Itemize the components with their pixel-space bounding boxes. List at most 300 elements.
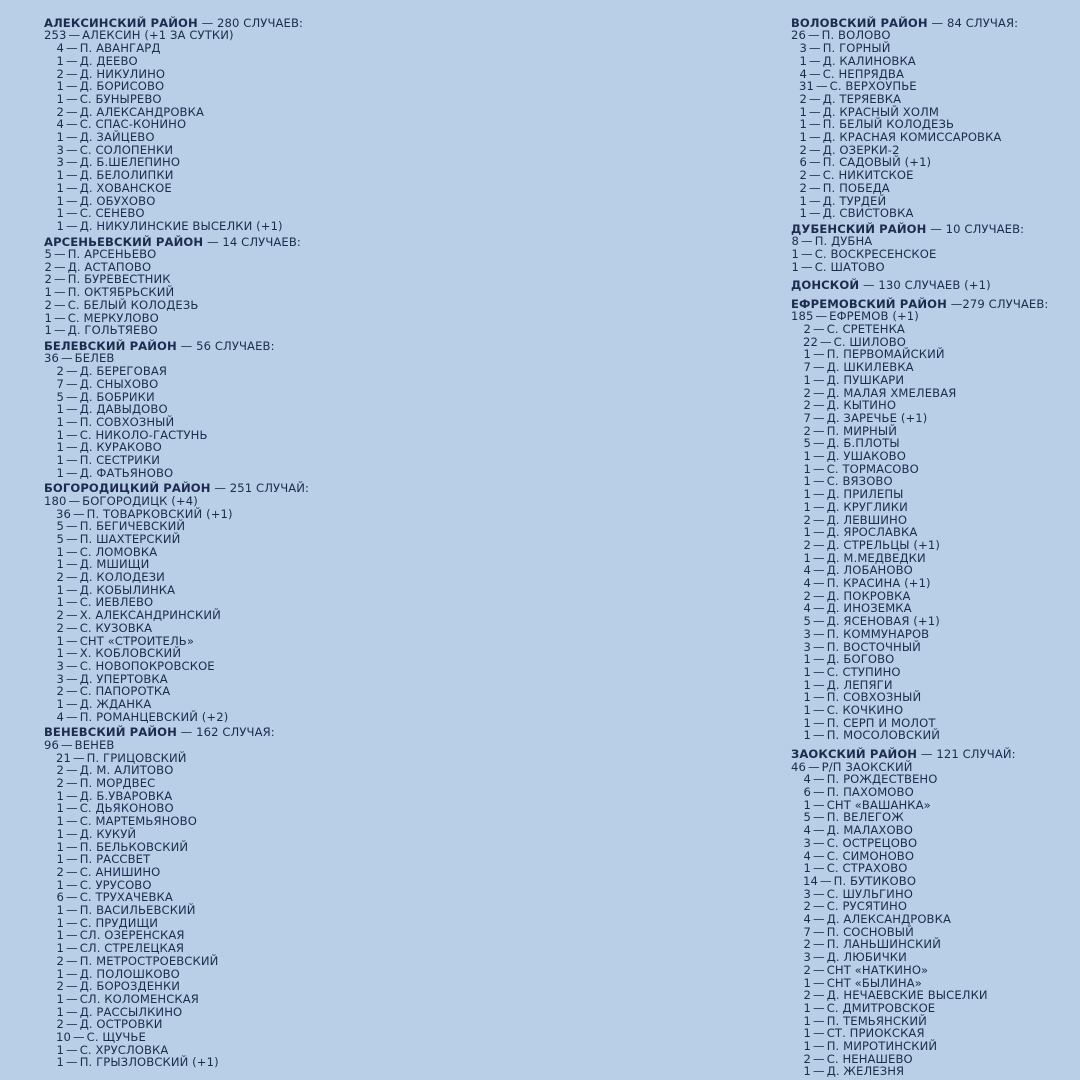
dash-separator: — [813, 810, 825, 825]
locality-name: Д. МАЛАЯ ХМЕЛЕВАЯ [826, 385, 957, 400]
locality-name: Д. БОБРИКИ [79, 389, 155, 404]
dash-separator: — [813, 321, 825, 336]
locality-case-count: 1 [56, 839, 64, 854]
locality-case-count: 1 [56, 941, 64, 956]
locality-case-count: 180 [44, 493, 67, 508]
locality-name: Д. МШИЩИ [79, 557, 150, 572]
dash-separator: — [813, 728, 825, 743]
dash-separator: — [801, 247, 813, 262]
dash-separator: — [66, 941, 78, 956]
dash-separator: — [813, 886, 825, 901]
locality-case-count: 2 [56, 864, 64, 879]
locality-case-count: 1 [56, 852, 64, 867]
dash-separator: — [813, 823, 825, 838]
locality-case-count: 4 [803, 601, 811, 616]
locality-name: Д. КОБЫЛИНКА [79, 582, 176, 597]
locality-name: Д. КРАСНЫЙ ХОЛМ [822, 104, 939, 119]
locality-name: Д. ПРИЛЕПЫ [826, 487, 904, 502]
dash-separator: — [813, 797, 825, 812]
locality-name: Д. ШКИЛЕВКА [826, 360, 914, 375]
locality-name: Д. ОСТРОВКИ [79, 1017, 163, 1032]
locality-case-count: 1 [56, 91, 64, 106]
locality-case-count: 1 [56, 168, 64, 183]
locality-case-count: 2 [56, 1017, 64, 1032]
locality-name: С. ЛОМОВКА [79, 544, 158, 559]
dash-separator: — [813, 1000, 825, 1015]
dash-separator: — [809, 91, 821, 106]
locality-name: П. ПЕРВОМАЙСКИЙ [826, 347, 945, 362]
locality-name: Д. ПУШКАРИ [826, 372, 905, 387]
locality-name: СЛ. КОЛОМЕНСКАЯ [79, 991, 199, 1006]
dash-separator: — [54, 259, 66, 274]
dash-separator: — [66, 440, 78, 455]
locality-case-count: 1 [803, 1000, 811, 1015]
locality-name: С. СТУПИНО [826, 664, 901, 679]
locality-name: П. МИРНЫЙ [826, 423, 897, 438]
locality-case-count: 3 [56, 142, 64, 157]
locality-case-count: 1 [56, 440, 64, 455]
dash-separator: — [813, 550, 825, 565]
locality-name: Д. АСТАПОВО [67, 259, 152, 274]
locality-name: Х. АЛЕКСАНДРИНСКИЙ [79, 608, 221, 623]
locality-name: П. ТОВАРКОВСКИЙ (+1) [86, 506, 233, 521]
locality-name: П. АВАНГАРД [79, 41, 161, 56]
dash-separator: — [66, 966, 78, 981]
locality-case-count: 1 [803, 1039, 811, 1054]
locality-name: С. ШУЛЬГИНО [826, 886, 913, 901]
locality-row [791, 261, 1076, 274]
locality-name: С. НЕПРЯДВА [822, 66, 905, 81]
locality-name: Д. КЫТИНО [826, 398, 897, 413]
dash-separator: — [813, 1039, 825, 1054]
dash-separator: — [54, 272, 66, 287]
locality-name: Д. БЕЛОЛИПКИ [79, 168, 174, 183]
locality-case-count: 185 [791, 309, 814, 324]
dash-separator: — [66, 41, 78, 56]
dash-separator: — [813, 835, 825, 850]
locality-name: С. ДМИТРОВСКОЕ [826, 1000, 936, 1015]
locality-case-count: 1 [799, 206, 807, 221]
dash-separator: — [66, 877, 78, 892]
dash-separator: — [66, 117, 78, 132]
district-name: ДУБЕНСКИЙ РАЙОН [791, 221, 927, 236]
locality-name: Д. ЖЕЛЕЗНЯ [826, 1064, 905, 1079]
dash-separator: — [801, 259, 813, 274]
dash-separator: — [66, 557, 78, 572]
dash-separator: — [815, 309, 828, 324]
district-case-count: — 280 СЛУЧАЕВ: [201, 16, 304, 30]
locality-name: Д. ПОКРОВКА [826, 588, 911, 603]
locality-case-count: 2 [803, 321, 811, 336]
dash-separator: — [66, 839, 78, 854]
locality-case-count: 1 [803, 1064, 811, 1079]
locality-case-count: 1 [44, 323, 52, 338]
locality-case-count: 4 [56, 709, 64, 724]
locality-case-count: 1 [803, 550, 811, 565]
locality-name: С. НИКОЛО-ГАСТУНЬ [79, 427, 208, 442]
locality-case-count: 2 [56, 776, 64, 790]
locality-case-count: 4 [803, 576, 811, 591]
dash-separator: — [813, 499, 825, 514]
dash-separator: — [809, 142, 821, 157]
locality-case-count: 2 [44, 297, 52, 312]
locality-case-count: 1 [803, 499, 811, 514]
district-case-count: —279 СЛУЧАЕВ: [950, 296, 1049, 311]
locality-name: С. ПАПОРОТКА [79, 684, 171, 699]
dash-separator: — [813, 360, 825, 375]
locality-name: Д. Б.ПЛОТЫ [826, 436, 900, 451]
dash-separator: — [813, 690, 825, 705]
dash-separator: — [66, 697, 78, 712]
dash-separator: — [66, 519, 78, 534]
locality-case-count: 2 [56, 104, 64, 119]
locality-case-count: 253 [44, 28, 67, 43]
locality-name: П. ВЕЛЕГОЖ [826, 810, 904, 825]
dash-separator: — [68, 493, 81, 508]
dash-separator: — [66, 168, 78, 183]
locality-case-count: 26 [791, 28, 806, 43]
locality-name: Д. ТЕРЯЕВКА [822, 91, 902, 106]
locality-row [791, 729, 1076, 742]
locality-case-count: 36 [56, 506, 71, 521]
locality-name: С. ВОСКРЕСЕНСКОЕ [814, 247, 937, 262]
dash-separator: — [54, 310, 66, 325]
dash-separator: — [66, 633, 78, 648]
dash-separator: — [66, 903, 78, 918]
locality-name: П. ГРИЦОВСКИЙ [86, 750, 187, 765]
dash-separator: — [809, 41, 821, 56]
locality-case-count: 2 [56, 684, 64, 699]
locality-name: П. САДОВЫЙ (+1) [822, 155, 932, 170]
dash-separator: — [66, 53, 78, 68]
locality-name: С. РУСЯТИНО [826, 899, 908, 914]
dash-separator: — [66, 91, 78, 106]
district-name: ЗАОКСКИЙ РАЙОН [791, 747, 918, 762]
locality-row [44, 220, 544, 233]
locality-case-count: 8 [791, 234, 799, 249]
locality-case-count: 1 [803, 474, 811, 489]
locality-case-count: 2 [803, 1051, 811, 1066]
dash-separator: — [66, 928, 78, 943]
dash-separator: — [813, 461, 825, 476]
locality-name: Р/П ЗАОКСКИЙ [821, 759, 913, 774]
locality-name: С. НОВОПОКРОВСКОЕ [79, 658, 215, 673]
dash-separator: — [813, 848, 825, 863]
locality-name: СЛ. ОЗЕРЕНСКАЯ [79, 928, 185, 943]
dash-separator: — [66, 206, 78, 221]
locality-name: П. ОКТЯБРЬСКИЙ [67, 285, 175, 300]
dash-separator: — [66, 1017, 78, 1032]
locality-case-count: 4 [803, 772, 811, 787]
locality-case-count: 3 [803, 626, 811, 641]
district-case-count: — 14 СЛУЧАЕВ: [206, 234, 301, 249]
locality-case-count: 1 [799, 193, 807, 208]
locality-name: П. БЕГИЧЕВСКИЙ [79, 519, 186, 534]
locality-row [791, 1065, 1076, 1078]
dash-separator: — [813, 677, 825, 692]
locality-case-count: 14 [803, 873, 818, 888]
dash-separator: — [813, 1013, 825, 1028]
locality-name: Д. НЕЧАЕВСКИЕ ВЫСЕЛКИ [826, 988, 988, 1003]
locality-name: Д. СНЫХОВО [79, 376, 159, 391]
locality-case-count: 1 [56, 903, 64, 918]
locality-name: С. ПРУДИЩИ [79, 915, 159, 930]
locality-case-count: 1 [791, 259, 799, 274]
locality-case-count: 1 [56, 218, 64, 233]
locality-name: С. ИЕВЛЕВО [79, 595, 154, 610]
locality-name: П. СОСНОВЫЙ [826, 924, 914, 939]
locality-case-count: 2 [56, 979, 64, 994]
locality-name: С. ХРУСЛОВКА [79, 1042, 169, 1057]
dash-separator: — [813, 785, 825, 799]
dash-separator: — [60, 737, 73, 752]
locality-case-count: 1 [803, 677, 811, 692]
locality-case-count: 1 [56, 402, 64, 417]
locality-name: П. ГОРНЫЙ [822, 41, 891, 56]
dash-separator: — [72, 1030, 85, 1045]
dash-separator: — [813, 398, 825, 413]
dash-separator: — [813, 601, 825, 616]
dash-separator: — [66, 646, 78, 661]
locality-case-count: 1 [803, 861, 811, 876]
dash-separator: — [66, 852, 78, 867]
locality-row [791, 207, 1076, 220]
district-bogoroditsk [44, 482, 544, 723]
left-column [44, 14, 544, 1069]
locality-name: Д. БОРОЗДЕНКИ [79, 979, 181, 994]
locality-case-count: 1 [799, 117, 807, 132]
dash-separator: — [809, 130, 821, 145]
locality-case-count: 7 [56, 376, 64, 391]
dash-separator: — [66, 180, 78, 195]
district-case-count: — 130 СЛУЧАЕВ (+1) [862, 278, 991, 293]
dash-separator: — [813, 512, 825, 527]
locality-name: Д. ЛОБАНОВО [826, 563, 913, 578]
dash-separator: — [813, 474, 825, 489]
dash-separator: — [807, 759, 820, 774]
locality-case-count: 4 [803, 563, 811, 578]
locality-name: Д. КРАСНАЯ КОМИССАРОВКА [822, 130, 1002, 145]
dash-separator: — [66, 218, 78, 233]
locality-case-count: 4 [803, 823, 811, 838]
locality-name: Д. УШАКОВО [826, 449, 906, 464]
dash-separator: — [813, 410, 825, 425]
locality-case-count: 1 [56, 826, 64, 841]
locality-case-count: 46 [791, 759, 806, 774]
dash-separator: — [809, 168, 821, 183]
locality-case-count: 1 [56, 1004, 64, 1019]
dash-separator: — [813, 626, 825, 641]
locality-name: П. СОВХОЗНЫЙ [79, 414, 175, 429]
locality-case-count: 3 [803, 639, 811, 654]
locality-name: СТ. ПРИОКСКАЯ [826, 1026, 925, 1041]
locality-name: С. ДЬЯКОНОВО [79, 801, 174, 816]
locality-name: Д. ЯРОСЛАВКА [826, 525, 918, 540]
locality-case-count: 1 [56, 915, 64, 930]
locality-name: С. МАРТЕМЬЯНОВО [79, 814, 197, 829]
dash-separator: — [66, 979, 78, 994]
dash-separator: — [66, 79, 78, 94]
locality-case-count: 2 [803, 423, 811, 438]
locality-name: П. АРСЕНЬЕВО [67, 247, 157, 262]
dash-separator: — [66, 389, 78, 404]
locality-name: Д. БОГОВО [826, 652, 895, 667]
locality-case-count: 1 [56, 453, 64, 468]
locality-name: Д. СТРЕЛЬЦЫ (+1) [826, 537, 940, 552]
dash-separator: — [66, 620, 78, 635]
locality-name: АЛЕКСИН (+1 ЗА СУТКИ) [82, 28, 234, 43]
district-donskoy [791, 279, 1076, 291]
locality-name: С. СЕНЕВО [79, 206, 145, 221]
locality-case-count: 1 [803, 372, 811, 387]
locality-case-count: 1 [56, 877, 64, 892]
locality-name: БЕЛЕВ [74, 351, 115, 366]
dash-separator: — [72, 506, 85, 521]
locality-name: Д. СВИСТОВКА [822, 206, 914, 221]
locality-name: С. ТОРМАСОВО [826, 461, 919, 476]
dash-separator: — [66, 402, 78, 417]
dash-separator: — [54, 285, 66, 300]
locality-name: П. БЕЛЫЙ КОЛОДЕЗЬ [822, 117, 955, 132]
right-column [791, 14, 1076, 1078]
locality-case-count: 1 [803, 975, 811, 990]
locality-name: Д. ХОВАНСКОЕ [79, 180, 172, 195]
locality-name: Д. МАЛАХОВО [826, 823, 913, 838]
district-name: БЕЛЕВСКИЙ РАЙОН [44, 338, 177, 353]
locality-name: С. ТРУХАЧЕВКА [79, 890, 173, 905]
locality-name: СНТ «БЫЛИНА» [826, 975, 922, 990]
dash-separator: — [66, 915, 78, 930]
dash-separator: — [813, 664, 825, 679]
locality-name: П. МОСОЛОВСКИЙ [826, 728, 941, 743]
dash-separator: — [813, 988, 825, 1003]
dash-separator: — [813, 563, 825, 578]
locality-case-count: 1 [56, 582, 64, 597]
locality-name: Д. ДАВЫДОВО [79, 402, 168, 417]
locality-case-count: 1 [56, 991, 64, 1006]
locality-name: С. ШАТОВО [814, 259, 885, 274]
locality-case-count: 1 [791, 247, 799, 262]
dash-separator: — [813, 861, 825, 876]
locality-name: П. СОВХОЗНЫЙ [826, 690, 922, 705]
locality-row [44, 467, 544, 480]
locality-name: П. МОРДВЕС [79, 776, 156, 790]
district-zaoksky [791, 748, 1076, 1078]
locality-name: СНТ «НАТКИНО» [826, 962, 929, 977]
dash-separator: — [66, 608, 78, 623]
locality-case-count: 1 [56, 1042, 64, 1057]
locality-name: П. ПОБЕДА [822, 180, 890, 195]
locality-case-count: 1 [56, 130, 64, 145]
locality-case-count: 2 [803, 988, 811, 1003]
locality-name: С. ШИЛОВО [833, 334, 907, 349]
locality-name: П. МИРОТИНСКИЙ [826, 1039, 938, 1054]
locality-name: Д. КАЛИНОВКА [822, 53, 916, 68]
dash-separator: — [66, 193, 78, 208]
locality-case-count: 4 [803, 912, 811, 927]
dash-separator: — [813, 436, 825, 451]
locality-name: СНТ «ВАШАНКА» [826, 797, 931, 812]
dash-separator: — [813, 525, 825, 540]
dash-separator: — [809, 104, 821, 119]
locality-case-count: 1 [56, 966, 64, 981]
locality-case-count: 1 [56, 595, 64, 610]
dash-separator: — [813, 912, 825, 927]
district-name: ДОНСКОЙ [791, 278, 860, 293]
locality-name: Д. АЛЕКСАНДРОВКА [79, 104, 204, 119]
district-case-count: — 56 СЛУЧАЕВ: [180, 338, 275, 353]
locality-case-count: 5 [44, 247, 52, 262]
locality-name: ЕФРЕМОВ (+1) [829, 309, 919, 324]
dash-separator: — [66, 376, 78, 391]
locality-case-count: 3 [803, 950, 811, 965]
dash-separator: — [813, 924, 825, 939]
locality-case-count: 1 [56, 557, 64, 572]
locality-case-count: 3 [56, 155, 64, 170]
locality-name: Д. ОЗЕРКИ-2 [822, 142, 900, 157]
dash-separator: — [819, 334, 832, 349]
locality-case-count: 7 [803, 410, 811, 425]
locality-case-count: 1 [803, 525, 811, 540]
dash-separator: — [809, 193, 821, 208]
locality-case-count: 1 [799, 53, 807, 68]
locality-case-count: 1 [803, 1013, 811, 1028]
locality-case-count: 4 [799, 66, 807, 81]
locality-name: Д. БЕРЕГОВАЯ [79, 364, 168, 379]
dash-separator: — [54, 247, 66, 262]
dash-separator: — [813, 1064, 825, 1079]
locality-case-count: 2 [56, 763, 64, 778]
locality-case-count: 2 [803, 962, 811, 977]
dash-separator: — [72, 750, 85, 765]
locality-name: Д. ЖДАНКА [79, 697, 152, 712]
locality-case-count: 2 [56, 620, 64, 635]
locality-name: Д. ТУРДЕЙ [822, 193, 887, 208]
locality-case-count: 3 [803, 886, 811, 901]
locality-name: Д. НИКУЛИНСКИЕ ВЫСЕЛКИ (+1) [79, 218, 283, 233]
locality-name: П. СЕРП И МОЛОТ [826, 715, 936, 730]
locality-name: С. СРЕТЕНКА [826, 321, 905, 336]
locality-case-count: 2 [803, 899, 811, 914]
locality-name: С. БУНЫРЕВО [79, 91, 162, 106]
dash-separator: — [66, 531, 78, 546]
dash-separator: — [819, 873, 832, 888]
dash-separator: — [66, 814, 78, 829]
locality-name: Д. АЛЕКСАНДРОВКА [826, 912, 951, 927]
locality-case-count: 1 [56, 465, 64, 480]
locality-case-count: 2 [803, 937, 811, 952]
locality-case-count: 6 [799, 155, 807, 170]
district-efremov [791, 298, 1076, 742]
dash-separator: — [66, 155, 78, 170]
locality-case-count: 22 [803, 334, 818, 349]
locality-name: Д. ИНОЗЕМКА [826, 601, 912, 616]
dash-separator: — [813, 385, 825, 400]
locality-case-count: 1 [803, 449, 811, 464]
locality-name: Д. ЛЮБИЧКИ [826, 950, 907, 965]
locality-case-count: 2 [56, 953, 64, 968]
locality-name: П. ПАХОМОВО [826, 785, 914, 799]
locality-name: П. ТЕМЬЯНСКИЙ [826, 1013, 927, 1028]
locality-name: П. ДУБНА [814, 234, 873, 249]
locality-case-count: 2 [44, 259, 52, 274]
locality-name: П. МЕТРОСТРОЕВСКИЙ [79, 953, 219, 968]
locality-name: С. БЕЛЫЙ КОЛОДЕЗЬ [67, 297, 199, 312]
dash-separator: — [68, 28, 81, 43]
dash-separator: — [66, 465, 78, 480]
locality-case-count: 1 [56, 206, 64, 221]
dash-separator: — [54, 323, 66, 338]
